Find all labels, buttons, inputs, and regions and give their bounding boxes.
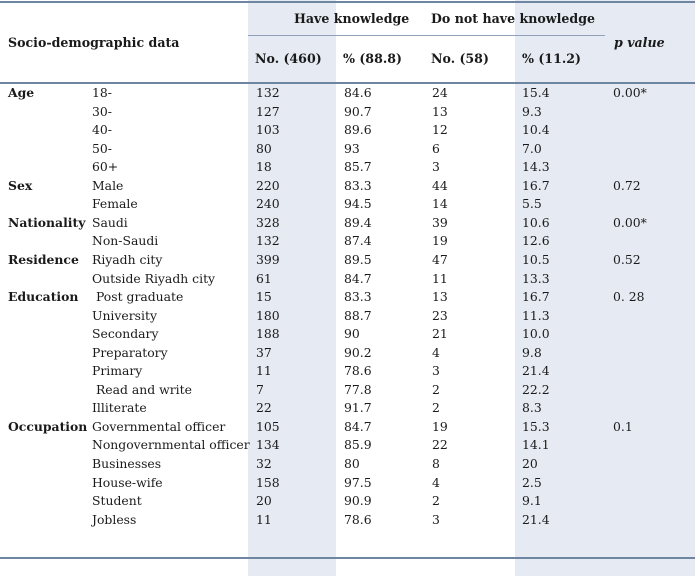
header-bottom-rule [0,82,695,84]
cell-no-not: 3 [432,511,440,527]
cell-pct-have: 85.9 [344,437,372,453]
cell-no-not: 19 [432,418,448,434]
cell-pct-not: 15.4 [522,85,550,100]
cell-pct-not: 12.6 [522,233,550,249]
cell-no-have: 220 [256,177,280,193]
cell-no-not: 2 [432,400,440,416]
cell-no-not: 47 [432,252,448,267]
cell-pct-have: 84.6 [344,85,372,100]
cell-subgroup: Secondary [92,326,159,342]
cell-subgroup: Outside Riyadh city [92,270,216,286]
cell-pct-not: 11.3 [522,307,550,323]
cell-pct-have: 83.3 [344,177,372,193]
cell-pct-not: 15.3 [522,418,550,434]
cell-no-have: 11 [256,363,272,379]
cell-no-have: 11 [256,511,272,527]
cell-subgroup: Female [92,196,138,212]
cell-no-not: 14 [432,196,448,212]
cell-no-not: 3 [432,159,440,175]
cell-subgroup: Illiterate [92,400,147,416]
bottom-rule [0,557,695,559]
cell-p-value: 0.72 [613,177,641,193]
cell-pct-not: 7.0 [522,140,542,156]
cell-pct-have: 77.8 [344,381,372,397]
cell-pct-not: 10.4 [522,122,550,138]
cell-no-not: 4 [432,474,440,490]
header-group-not: Do not have knowledge [431,11,596,26]
cell-pct-have: 89.6 [344,122,372,138]
cell-pct-not: 2.5 [522,474,542,490]
cell-pct-have: 83.3 [344,289,372,305]
cell-pct-have: 97.5 [344,474,372,490]
cell-subgroup: Nongovernmental officer [92,437,250,453]
cell-subgroup: 18- [92,85,112,100]
cell-subgroup: Businesses [92,456,162,471]
cell-pct-not: 10.6 [522,214,550,230]
cell-no-not: 2 [432,381,440,397]
cell-subgroup: Saudi [92,214,128,230]
cell-pct-not: 9.1 [522,493,542,509]
cell-subgroup: 30- [92,103,112,119]
cell-pct-not: 22.2 [522,381,550,397]
cell-no-have: 105 [256,418,280,434]
cell-no-not: 11 [432,270,448,286]
header-pct-not: % (11.2) [522,51,581,66]
cell-no-have: 158 [256,474,280,490]
cell-no-not: 2 [432,493,440,509]
cell-no-have: 37 [256,344,272,360]
cell-pct-not: 21.4 [522,363,550,379]
cell-pct-not: 16.7 [522,289,550,305]
cell-pct-have: 85.7 [344,159,372,175]
cell-pct-have: 90 [344,326,360,342]
cell-pct-have: 84.7 [344,270,372,286]
cell-pct-not: 10.5 [522,252,550,267]
cell-no-not: 13 [432,289,448,305]
cell-no-not: 4 [432,344,440,360]
cell-no-have: 132 [256,233,280,249]
cell-subgroup: Preparatory [92,344,168,360]
cell-no-not: 13 [432,103,448,119]
cell-category: Education [8,289,79,305]
cell-pct-not: 14.1 [522,437,550,453]
cell-category: Age [8,85,35,100]
cell-no-have: 7 [256,381,264,397]
cell-subgroup: Post graduate [92,289,184,305]
cell-pct-have: 89.4 [344,214,372,230]
cell-pct-have: 91.7 [344,400,372,416]
cell-pct-have: 78.6 [344,511,372,527]
cell-no-have: 61 [256,270,272,286]
cell-pct-have: 88.7 [344,307,372,323]
cell-pct-have: 80 [344,456,360,471]
header-group-have: Have knowledge [294,11,410,26]
cell-no-not: 8 [432,456,440,471]
cell-p-value: 0. 28 [613,289,645,305]
cell-no-have: 22 [256,400,272,416]
cell-pct-not: 5.5 [522,196,542,212]
cell-no-have: 80 [256,140,272,156]
cell-subgroup: House-wife [92,474,163,490]
cell-pct-not: 13.3 [522,270,550,286]
cell-subgroup: University [92,307,157,323]
cell-subgroup: Governmental officer [92,418,226,434]
group-rule [248,35,605,36]
cell-no-not: 21 [432,326,448,342]
cell-no-have: 15 [256,289,272,305]
cell-pct-have: 84.7 [344,418,372,434]
header-no-have: No. (460) [255,51,322,66]
cell-subgroup: Read and write [92,381,192,397]
cell-category: Residence [8,252,79,267]
cell-no-not: 39 [432,214,448,230]
top-rule [0,1,695,3]
cell-pct-not: 9.3 [522,103,542,119]
cell-no-have: 134 [256,437,280,453]
header-pct-have: % (88.8) [343,51,402,66]
header-row-label: Socio-demographic data [8,35,180,50]
cell-pct-have: 94.5 [344,196,372,212]
cell-no-not: 24 [432,85,448,100]
cell-subgroup: Male [92,177,124,193]
cell-p-value: 0.00* [613,214,647,230]
cell-no-have: 188 [256,326,280,342]
cell-pct-not: 20 [522,456,538,471]
cell-no-have: 240 [256,196,280,212]
cell-pct-have: 93 [344,140,360,156]
cell-subgroup: 40- [92,122,112,138]
cell-no-have: 180 [256,307,280,323]
cell-no-have: 328 [256,214,280,230]
cell-no-not: 23 [432,307,448,323]
cell-pct-not: 8.3 [522,400,542,416]
header-no-not: No. (58) [431,51,489,66]
cell-pct-not: 16.7 [522,177,550,193]
cell-pct-not: 10.0 [522,326,550,342]
cell-no-have: 18 [256,159,272,175]
cell-category: Occupation [8,418,88,434]
cell-p-value: 0.52 [613,252,641,267]
cell-subgroup: Non-Saudi [92,233,159,249]
cell-no-have: 103 [256,122,280,138]
cell-no-have: 127 [256,103,280,119]
cell-subgroup: Student [92,493,142,509]
cell-no-not: 3 [432,363,440,379]
cell-pct-not: 9.8 [522,344,542,360]
cell-pct-have: 90.7 [344,103,372,119]
cell-subgroup: 60+ [92,159,119,175]
cell-pct-not: 21.4 [522,511,550,527]
cell-pct-have: 78.6 [344,363,372,379]
cell-pct-have: 89.5 [344,252,372,267]
cell-no-have: 20 [256,493,272,509]
cell-pct-have: 87.4 [344,233,372,249]
cell-no-not: 44 [432,177,448,193]
cell-pct-not: 14.3 [522,159,550,175]
cell-p-value: 0.00* [613,85,647,100]
cell-no-not: 12 [432,122,448,138]
cell-no-not: 19 [432,233,448,249]
cell-category: Nationality [8,214,86,230]
cell-no-have: 32 [256,456,272,471]
cell-subgroup: Jobless [92,511,137,527]
cell-subgroup: Riyadh city [92,252,163,267]
cell-no-not: 22 [432,437,448,453]
cell-subgroup: 50- [92,140,112,156]
cell-pct-have: 90.9 [344,493,372,509]
cell-no-have: 132 [256,85,280,100]
cell-no-not: 6 [432,140,440,156]
cell-pct-have: 90.2 [344,344,372,360]
cell-category: Sex [8,177,33,193]
cell-p-value: 0.1 [613,418,633,434]
cell-no-have: 399 [256,252,280,267]
header-p-value: p value [614,35,665,50]
cell-subgroup: Primary [92,363,143,379]
